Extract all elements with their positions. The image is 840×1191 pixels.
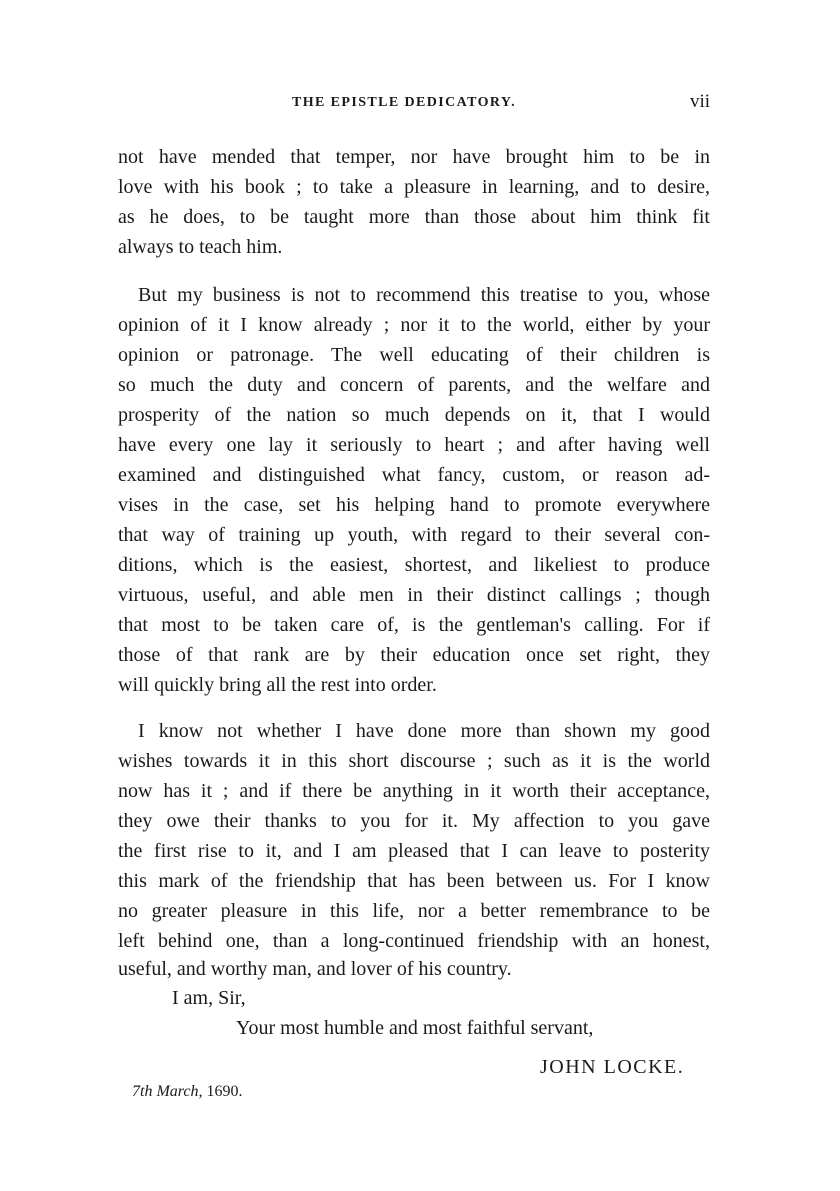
text-line: prosperity of the nation so much depends on it, that I would — [118, 404, 710, 426]
page-number: vii — [689, 91, 710, 112]
running-title: THE EPISTLE DEDICATORY. — [292, 95, 517, 110]
text-line: they owe their thanks to you for it. My affection to you gave — [118, 810, 710, 832]
text-line: those of that rank are by their education once set right, they — [118, 644, 710, 666]
running-head — [118, 91, 710, 119]
text-line: examined and distinguished what fancy, custom, or reason ad- — [118, 464, 710, 486]
text-line: have every one lay it seriously to heart ; and after having well — [118, 434, 710, 456]
text-line: this mark of the friendship that has been between us. For I know — [118, 870, 710, 892]
text-line: wishes towards it in this short discourse ; such as it is the world — [118, 750, 710, 772]
text-line: always to teach him. — [118, 236, 283, 258]
text-line: opinion of it I know already ; nor it to the world, either by your — [118, 314, 710, 336]
text-line: But my business is not to recommend this treatise to you, whose — [138, 284, 710, 306]
text-line: that most to be taken care of, is the gentleman's calling. For if — [118, 614, 710, 636]
date-day-month: 7th March, — [132, 1083, 203, 1100]
signature: JOHN LOCKE. — [540, 1056, 685, 1078]
text-line: the first rise to it, and I am pleased that I can leave to posterity — [118, 840, 710, 862]
text-line: vises in the case, set his helping hand to promote everywhere — [118, 494, 710, 516]
text-line: as he does, to be taught more than those about him think fit — [118, 206, 710, 228]
text-line: that way of training up youth, with regard to their several con- — [118, 524, 710, 546]
date-year: 1690. — [202, 1083, 243, 1100]
text-line: left behind one, than a long-continued friendship with an honest, — [118, 930, 710, 952]
valediction: Your most humble and most faithful servant, — [236, 1017, 594, 1039]
text-line: love with his book ; to take a pleasure in learning, and to desire, — [118, 176, 710, 198]
text-line: will quickly bring all the rest into order. — [118, 674, 437, 696]
text-line: ditions, which is the easiest, shortest, and likeliest to produce — [118, 554, 710, 576]
text-line: virtuous, useful, and able men in their distinct callings ; though — [118, 584, 710, 606]
text-line: useful, and worthy man, and lover of his country. — [118, 958, 512, 980]
text-line: so much the duty and concern of parents, and the welfare and — [118, 374, 710, 396]
text-line: now has it ; and if there be anything in it worth their acceptance, — [118, 780, 710, 802]
text-line: not have mended that temper, nor have brought him to be in — [118, 146, 710, 168]
text-line: no greater pleasure in this life, nor a better remembrance to be — [118, 900, 710, 922]
text-line: I know not whether I have done more than shown my good — [138, 720, 710, 742]
salutation: I am, Sir, — [172, 987, 246, 1009]
text-line: opinion or patronage. The well educating of their children is — [118, 344, 710, 366]
date-line — [132, 1083, 243, 1101]
